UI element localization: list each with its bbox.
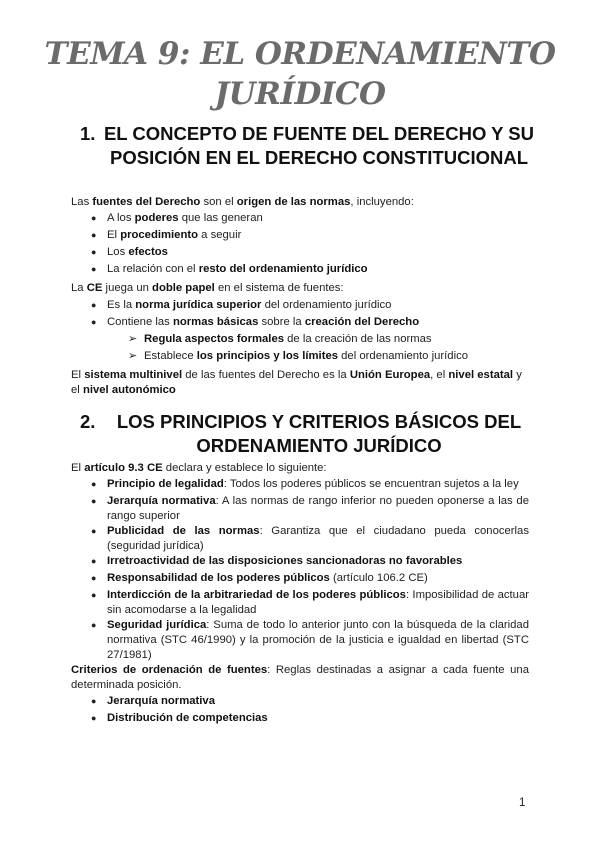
- list-item: ● La relación con el resto del ordenamiento jurídico: [91, 263, 368, 275]
- bullet-icon: ●: [91, 526, 97, 536]
- bullet-icon: ●: [91, 317, 97, 327]
- bullet-icon: ●: [91, 247, 97, 257]
- bullet-icon: ●: [91, 300, 97, 310]
- list-item: ● Seguridad jurídica: Suma de todo lo anterior junto con la búsqueda de la claridad normativa (STC 46/1990) y la promoción de la justicia e igualdad en libertad (STC 27/1981): [91, 619, 529, 661]
- list-item: ● Jerarquía normativa: [91, 695, 215, 707]
- list-item: ● A los poderes que las generan: [91, 212, 263, 224]
- section-1-number: 1.: [80, 123, 96, 144]
- bullet-icon: ●: [91, 573, 97, 583]
- bullet-icon: ●: [91, 620, 97, 630]
- list-item: ● Interdicción de la arbitrariedad de los poderes públicos: Imposibilidad de actuar sin acomodarse a la legalidad: [91, 589, 529, 616]
- list-item: ● Publicidad de las normas: Garantiza que el ciudadano pueda conocerlas (seguridad jurídica): [91, 525, 529, 552]
- section-1-title: EL CONCEPTO DE FUENTE DEL DERECHO Y SU POSICIÓN EN EL DERECHO CONSTITUCIONAL: [103, 123, 535, 168]
- page-number: 1: [519, 797, 526, 809]
- bullet-icon: ●: [91, 590, 97, 600]
- s2-paragraph-1: El artículo 9.3 CE declara y establece lo siguiente:: [71, 462, 327, 474]
- arrow-bullet-icon: ➢: [128, 333, 138, 345]
- bullet-icon: ●: [91, 556, 97, 566]
- list-item: ● Responsabilidad de los poderes públicos (artículo 106.2 CE): [91, 572, 428, 584]
- sub-list-item: ➢ Establece los principios y los límites del ordenamiento jurídico: [128, 350, 469, 362]
- list-item: ● Principio de legalidad: Todos los poderes públicos se encuentran sujetos a la ley: [91, 478, 519, 490]
- bullet-icon: ●: [91, 264, 97, 274]
- list-item: ● Irretroactividad de las disposiciones sancionadoras no favorables: [91, 555, 463, 567]
- list-item: ● Contiene las normas básicas sobre la creación del Derecho: [91, 316, 420, 328]
- document-title: TEMA 9: EL ORDENAMIENTO JURÍDICO: [44, 36, 556, 112]
- section-2-number: 2.: [80, 411, 96, 432]
- list-item: ● El procedimiento a seguir: [91, 229, 242, 241]
- s1-paragraph-3: El sistema multinivel de las fuentes del Derecho es la Unión Europea, el nivel estatal y el nivel autonómico: [71, 369, 522, 396]
- list-item: ● Los efectos: [91, 246, 168, 258]
- s1-paragraph-1: Las fuentes del Derecho son el origen de las normas, incluyendo:: [71, 196, 414, 208]
- section-1-heading: [80, 122, 540, 170]
- bullet-icon: ●: [91, 230, 97, 240]
- s1-paragraph-2: La CE juega un doble papel en el sistema de fuentes:: [71, 282, 344, 294]
- section-2-heading: [80, 410, 540, 458]
- sub-list-item: ➢ Regula aspectos formales de la creación de las normas: [128, 333, 432, 345]
- bullet-icon: ●: [91, 479, 97, 489]
- s2-paragraph-2: Criterios de ordenación de fuentes: Reglas destinadas a asignar a cada fuente una determinada posición.: [71, 664, 529, 691]
- section-2-title: LOS PRINCIPIOS Y CRITERIOS BÁSICOS DEL ORDENAMIENTO JURÍDICO: [116, 411, 522, 456]
- list-item: ● Jerarquía normativa: A las normas de rango inferior no pueden oponerse a las de rango superior: [91, 495, 529, 522]
- arrow-bullet-icon: ➢: [128, 350, 138, 362]
- bullet-icon: ●: [91, 496, 97, 506]
- list-item: ● Es la norma jurídica superior del ordenamiento jurídico: [91, 299, 392, 311]
- bullet-icon: ●: [91, 696, 97, 706]
- bullet-icon: ●: [91, 713, 97, 723]
- list-item: ● Distribución de competencias: [91, 712, 268, 724]
- bullet-icon: ●: [91, 213, 97, 223]
